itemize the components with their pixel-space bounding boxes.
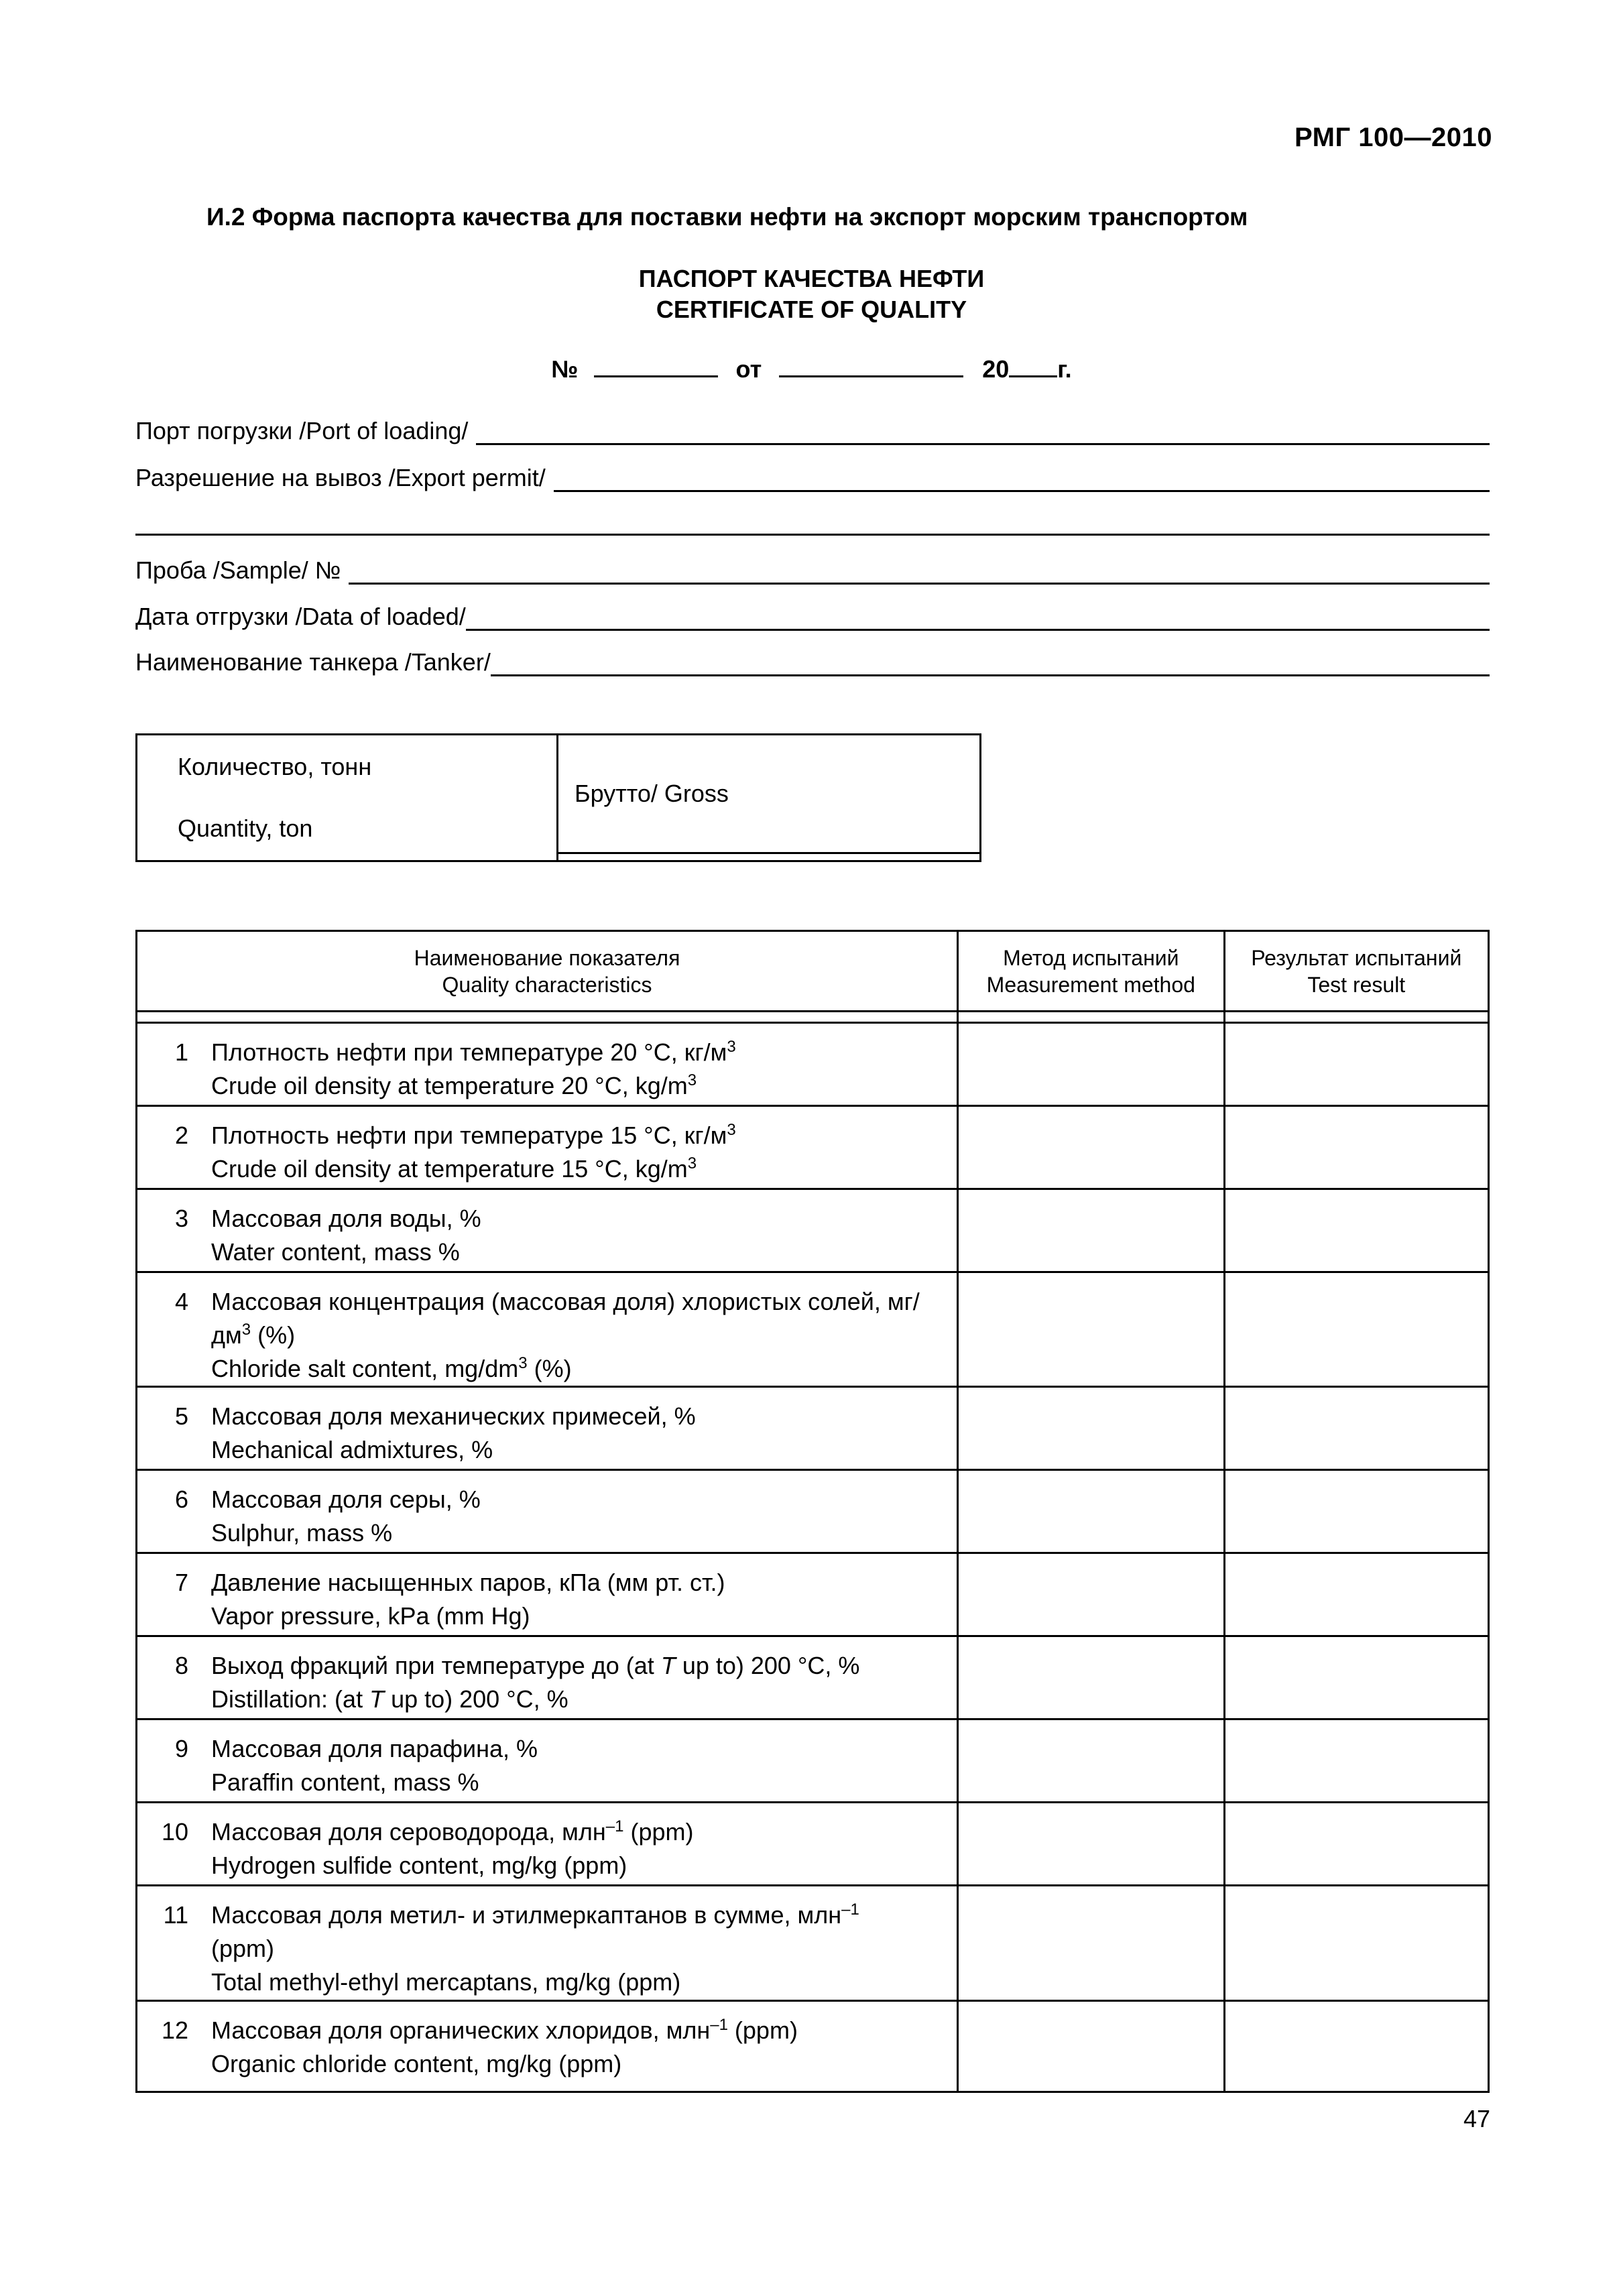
superscript: 3 (687, 1071, 697, 1089)
row-text-ru-suffix: up to) 200 °C, % (675, 1652, 860, 1679)
superscript: 3 (687, 1154, 697, 1172)
port-of-loading-line[interactable] (476, 420, 1490, 445)
row-number: 3 (174, 1205, 188, 1232)
quantity-label-cell (137, 735, 558, 861)
row-text-en: Crude oil density at temperature 15 °C, kg/m (211, 1155, 688, 1183)
table-row (137, 1803, 1489, 1886)
result-cell[interactable] (1224, 1719, 1488, 1803)
from-word: от (735, 355, 762, 383)
row-text-en: Paraffin content, mass % (211, 1768, 479, 1796)
header-method (958, 931, 1225, 1012)
export-permit-label: Разрешение на вывоз /Export permit/ (135, 464, 546, 491)
certificate-number-blank[interactable] (594, 355, 718, 377)
table-row (137, 1470, 1489, 1553)
row-text-en: Crude oil density at temperature 20 °C, kg/m (211, 1072, 688, 1099)
export-permit-field (135, 464, 1490, 492)
row-text-ru: Массовая концентрация (массовая доля) хлористых солей, мг/дм (211, 1288, 920, 1349)
row-text-en: Hydrogen sulfide content, mg/kg (ppm) (211, 1852, 627, 1879)
sample-line[interactable] (349, 560, 1490, 585)
method-cell[interactable] (958, 1553, 1225, 1636)
result-cell[interactable] (1224, 1803, 1488, 1886)
row-number: 1 (174, 1038, 188, 1066)
method-cell[interactable] (958, 1023, 1225, 1106)
header-characteristic-en: Quality characteristics (442, 972, 652, 997)
result-cell[interactable] (1224, 1106, 1488, 1189)
header-result-en: Test result (1307, 972, 1406, 997)
quality-table (135, 930, 1490, 2093)
superscript: 3 (727, 1038, 736, 1056)
number-sign: № (551, 355, 579, 383)
header-result (1224, 931, 1488, 1012)
row-number: 4 (174, 1288, 188, 1315)
tanker-line[interactable] (491, 652, 1490, 676)
header-result-ru: Результат испытаний (1251, 945, 1462, 970)
row-text-en: Organic chloride content, mg/kg (ppm) (211, 2050, 622, 2077)
row-text-en: Chloride salt content, mg/dm (211, 1355, 519, 1382)
superscript: –1 (605, 1817, 624, 1835)
certificate-title-ru: ПАСПОРТ КАЧЕСТВА НЕФТИ (638, 265, 985, 292)
row-number: 5 (174, 1402, 188, 1430)
italic-variable: T (369, 1685, 385, 1713)
table-row (137, 2001, 1489, 2092)
row-text-en: Vapor pressure, kPa (mm Hg) (211, 1602, 530, 1630)
section-title: И.2 Форма паспорта качества для поставки нефти на экспорт морским транспортом (206, 203, 1248, 231)
quantity-label-ru: Количество, тонн (178, 753, 372, 780)
result-cell[interactable] (1224, 1470, 1488, 1553)
method-cell[interactable] (958, 1106, 1225, 1189)
result-cell[interactable] (1224, 1886, 1488, 2001)
quantity-table (135, 733, 981, 862)
table-row (137, 1189, 1489, 1272)
method-cell[interactable] (958, 2001, 1225, 2092)
row-number: 12 (161, 2016, 188, 2044)
certificate-date-blank[interactable] (779, 355, 963, 377)
header-characteristic (137, 931, 958, 1012)
row-number: 10 (161, 1818, 188, 1846)
year-suffix: г. (1057, 355, 1072, 383)
row-text-ru: Массовая доля парафина, % (211, 1735, 538, 1762)
table-row (137, 1387, 1489, 1470)
blank-line[interactable] (135, 534, 1490, 536)
row-text-ru: Массовая доля серы, % (211, 1486, 481, 1513)
method-cell[interactable] (958, 1470, 1225, 1553)
header-characteristic-ru: Наименование показателя (414, 945, 680, 970)
row-text-en: Sulphur, mass % (211, 1519, 393, 1547)
italic-variable: T (660, 1652, 676, 1679)
certificate-title-en: CERTIFICATE OF QUALITY (656, 296, 967, 323)
header-method-ru: Метод испытаний (1003, 945, 1179, 970)
row-number: 7 (174, 1569, 188, 1596)
row-text-ru: Массовая доля органических хлоридов, млн (211, 2016, 711, 2044)
superscript: –1 (710, 2016, 728, 2034)
row-text-ru: Массовая доля метил- и этилмеркаптанов в сумме, млн (211, 1901, 842, 1929)
page-number: 47 (1463, 2105, 1490, 2132)
row-text-ru: Плотность нефти при температуре 20 °C, кг/м (211, 1038, 727, 1066)
method-cell[interactable] (958, 1886, 1225, 2001)
certificate-number-line (0, 355, 1623, 383)
document-code: РМГ 100—2010 (1295, 123, 1492, 152)
tanker-label: Наименование танкера /Tanker/ (135, 648, 491, 676)
superscript: 3 (241, 1321, 251, 1339)
superscript: 3 (727, 1121, 736, 1139)
row-text-ru: Плотность нефти при температуре 15 °C, кг/м (211, 1122, 727, 1149)
header-method-en: Measurement method (986, 972, 1195, 997)
tanker-field (135, 648, 1490, 676)
method-cell[interactable] (958, 1803, 1225, 1886)
port-of-loading-label: Порт погрузки /Port of loading/ (135, 417, 469, 444)
row-text-ru-suffix: (%) (251, 1321, 296, 1349)
sample-field (135, 556, 1490, 585)
method-cell[interactable] (958, 1719, 1225, 1803)
loading-date-field (135, 603, 1490, 631)
row-text-ru: Массовая доля механических примесей, % (211, 1402, 696, 1430)
table-row (137, 1636, 1489, 1719)
row-number: 6 (174, 1486, 188, 1513)
port-of-loading-field (135, 417, 1490, 445)
row-number: 8 (174, 1652, 188, 1679)
row-text-ru: Массовая доля сероводорода, млн (211, 1818, 606, 1846)
table-row (137, 1272, 1489, 1387)
gross-label: Брутто/ Gross (575, 780, 729, 808)
year-blank[interactable] (1009, 355, 1057, 377)
row-text-en-suffix: (%) (527, 1355, 572, 1382)
row-text-ru: Массовая доля воды, % (211, 1205, 481, 1232)
year-prefix: 20 (982, 355, 1010, 383)
export-permit-line[interactable] (554, 467, 1490, 492)
row-number: 9 (174, 1735, 188, 1762)
loading-date-label: Дата отгрузки /Data of loaded/ (135, 603, 466, 630)
result-cell[interactable] (1224, 1636, 1488, 1719)
row-text-ru: Выход фракций при температуре до (at (211, 1652, 661, 1679)
row-number: 2 (174, 1122, 188, 1149)
table-row (137, 1553, 1489, 1636)
row-text-ru: Давление насыщенных паров, кПа (мм рт. ст.) (211, 1569, 725, 1596)
superscript: 3 (518, 1354, 528, 1372)
row-text-en-suffix: up to) 200 °C, % (384, 1685, 568, 1713)
table-row (137, 1886, 1489, 2001)
quantity-label-en: Quantity, ton (178, 814, 313, 842)
method-cell[interactable] (958, 1272, 1225, 1387)
method-cell[interactable] (958, 1387, 1225, 1470)
table-row (137, 1023, 1489, 1106)
gross-label-cell (558, 735, 981, 853)
result-cell[interactable] (1224, 2001, 1488, 2092)
result-cell[interactable] (1224, 1023, 1488, 1106)
row-text-en: Water content, mass % (211, 1238, 460, 1266)
row-text-en: Distillation: (at (211, 1685, 370, 1713)
row-text-ru-suffix: (ppm) (623, 1818, 694, 1846)
sample-label: Проба /Sample/ № (135, 556, 341, 584)
method-cell[interactable] (958, 1189, 1225, 1272)
row-text-ru-suffix: (ppm) (727, 2016, 798, 2044)
loading-date-line[interactable] (466, 606, 1490, 631)
row-text-en: Total methyl-ethyl mercaptans, mg/kg (ppm) (211, 1968, 681, 1996)
gross-value-cell[interactable] (558, 853, 981, 861)
method-cell[interactable] (958, 1636, 1225, 1719)
table-row (137, 1106, 1489, 1189)
table-row (137, 1719, 1489, 1803)
row-number: 11 (163, 1901, 188, 1929)
superscript: –1 (841, 1900, 859, 1919)
row-text-en: Mechanical admixtures, % (211, 1436, 493, 1463)
result-cell[interactable] (1224, 1189, 1488, 1272)
result-cell[interactable] (1224, 1553, 1488, 1636)
row-text-ru-suffix: (ppm) (211, 1935, 275, 1962)
result-cell[interactable] (1224, 1272, 1488, 1387)
result-cell[interactable] (1224, 1387, 1488, 1470)
